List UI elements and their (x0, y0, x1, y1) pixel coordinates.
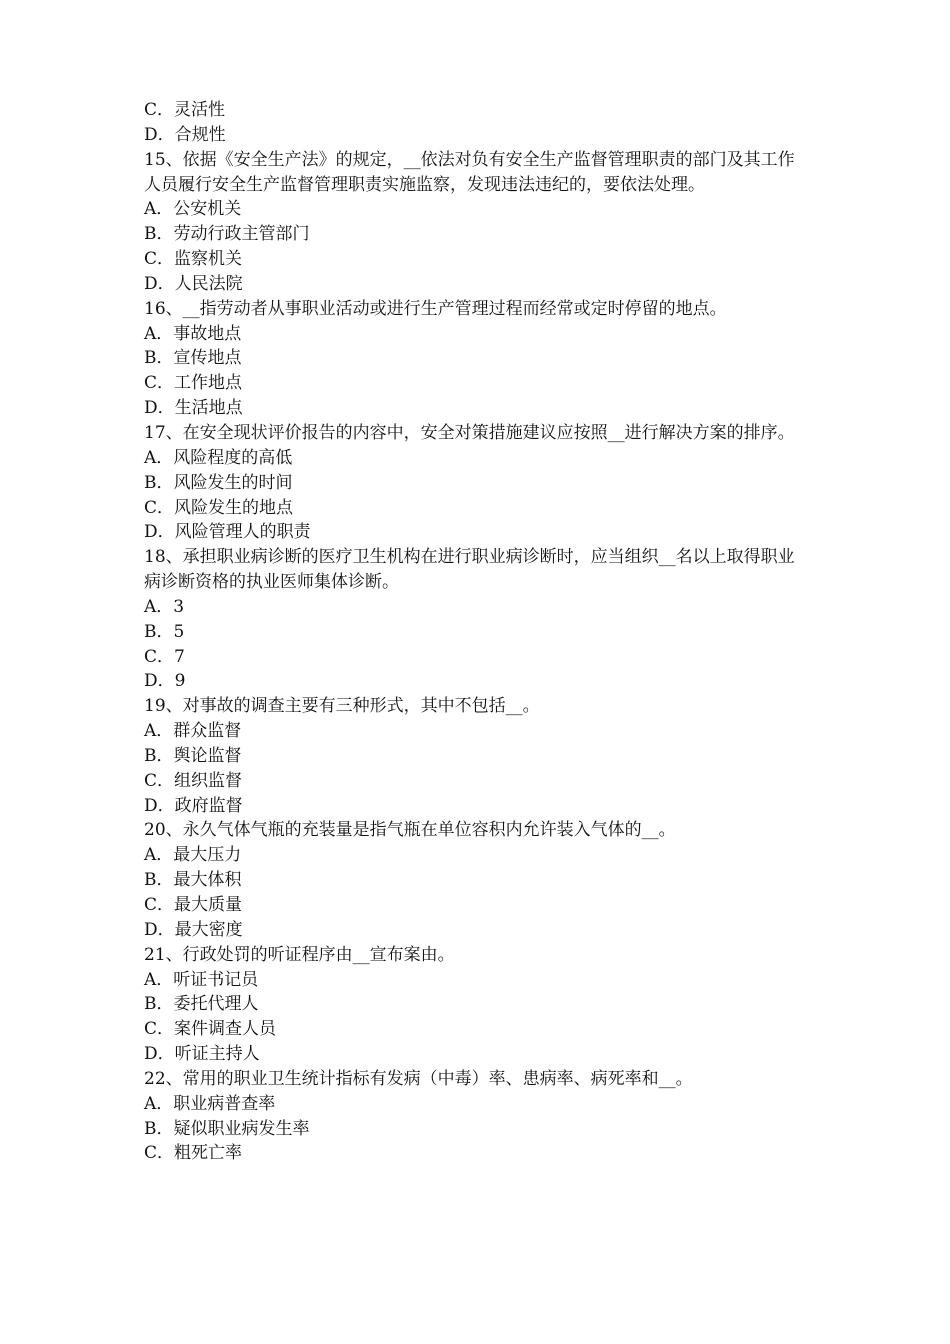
document-body (144, 98, 810, 1166)
answer-option: A．听证书记员 (144, 969, 259, 990)
answer-option: A．最大压力 (144, 845, 242, 866)
answer-option: C．组织监督 (144, 770, 243, 791)
answer-option: C．粗死亡率 (144, 1143, 243, 1164)
question-text: 21、行政处罚的听证程序由__宣布案由。 (144, 944, 455, 965)
question-text: 15、依据《安全生产法》的规定，__依法对负有安全生产监督管理职责的部门及其工作人员履行安全生产监督管理职责实施监察，发现违法违纪的，要依法处理。 (144, 149, 795, 195)
answer-option: D．人民法院 (144, 273, 243, 294)
answer-option: A．事故地点 (144, 323, 242, 344)
answer-option: D．政府监督 (144, 795, 243, 816)
answer-option: A．公安机关 (144, 199, 242, 220)
answer-option: B．劳动行政主管部门 (144, 224, 310, 245)
answer-option: B．风险发生的时间 (144, 472, 293, 493)
question-text: 17、在安全现状评价报告的内容中，安全对策措施建议应按照__进行解决方案的排序。 (144, 422, 795, 443)
answer-option: D．9 (144, 671, 186, 692)
answer-option: C．风险发生的地点 (144, 497, 294, 518)
answer-option: A．群众监督 (144, 721, 242, 742)
answer-option: D．风险管理人的职责 (144, 522, 311, 543)
question-text: 16、__指劳动者从事职业活动或进行生产管理过程而经常或定时停留的地点。 (144, 298, 727, 319)
answer-option: C．监察机关 (144, 249, 243, 270)
answer-option: A．3 (144, 596, 185, 617)
question-text: 20、永久气体气瓶的充装量是指气瓶在单位容积内允许装入气体的__。 (144, 820, 676, 841)
answer-option: D．最大密度 (144, 919, 243, 940)
answer-option: C．灵活性 (144, 100, 226, 120)
answer-option: C．最大质量 (144, 895, 243, 915)
answer-option: B．疑似职业病发生率 (144, 1118, 310, 1139)
answer-option: C．工作地点 (144, 373, 243, 394)
question-text: 18、承担职业病诊断的医疗卫生机构在进行职业病诊断时，应当组织__名以上取得职业病诊断资格的执业医师集体诊断。 (144, 547, 795, 593)
question-text: 22、常用的职业卫生统计指标有发病（中毒）率、患病率、病死率和__。 (144, 1068, 693, 1089)
answer-option: D．听证主持人 (144, 1044, 260, 1065)
answer-option: B．舆论监督 (144, 745, 242, 766)
answer-option: A．职业病普查率 (144, 1093, 276, 1114)
answer-option: A．风险程度的高低 (144, 447, 293, 468)
answer-option: D．生活地点 (144, 398, 243, 419)
answer-option: C．案件调查人员 (144, 1019, 277, 1040)
answer-option: D．合规性 (144, 124, 226, 145)
question-text: 19、对事故的调查主要有三种形式，其中不包括__。 (144, 696, 540, 717)
answer-option: B．委托代理人 (144, 994, 259, 1015)
answer-option: B．宣传地点 (144, 348, 242, 369)
answer-option: B．5 (144, 621, 185, 642)
answer-option: B．最大体积 (144, 870, 242, 891)
answer-option: C．7 (144, 646, 185, 667)
